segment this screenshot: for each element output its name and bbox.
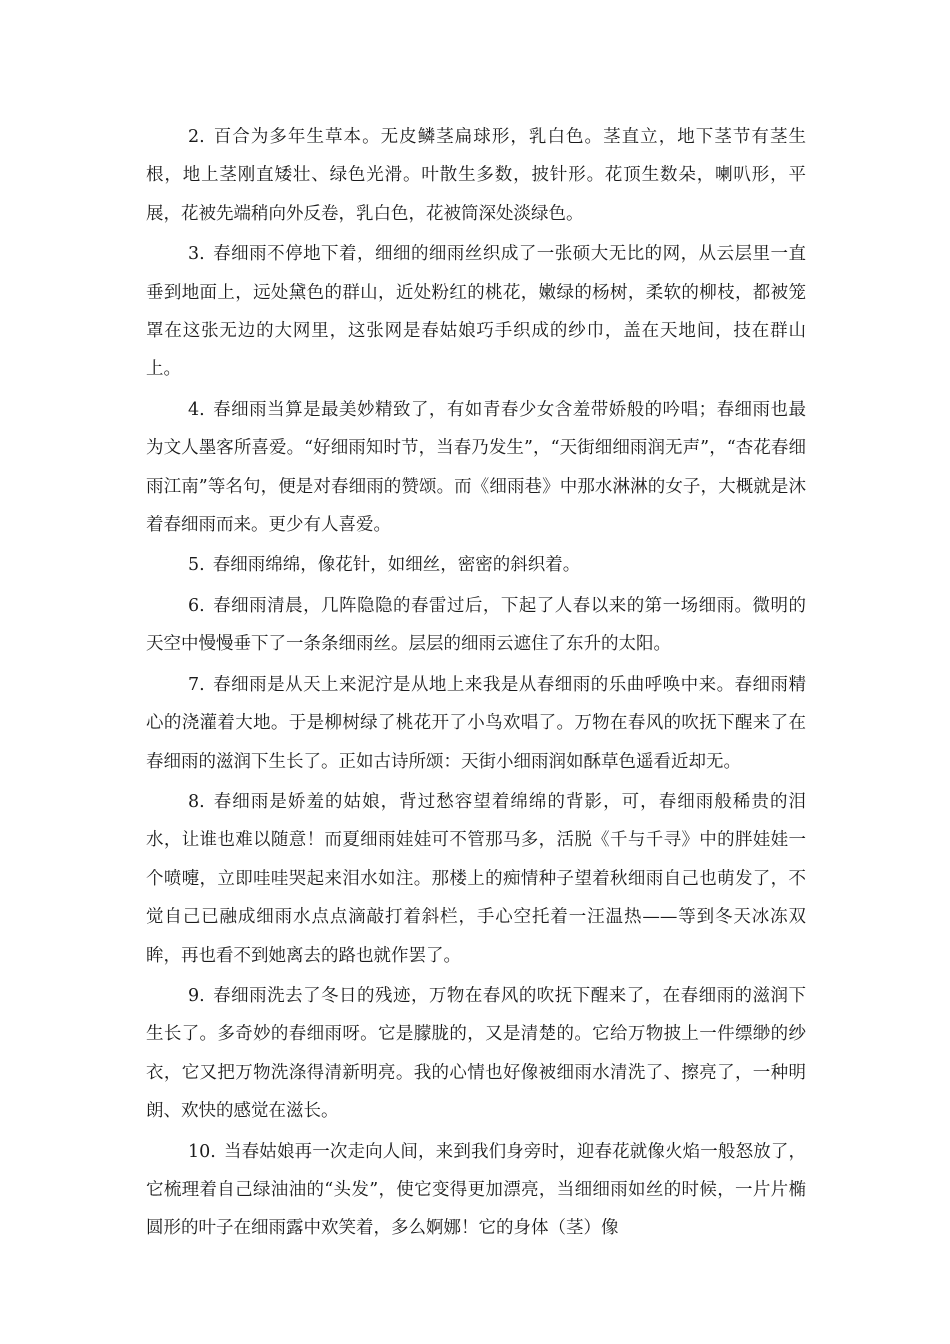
paragraph-4 (146, 391, 806, 545)
paragraph-text: 春细雨当算是最美妙精致了，有如青春少女含羞带娇般的吟唱；春细雨也最为文人墨客所喜爱。“好细雨知时节，当春乃发生”，“天街细细雨润无声”，“杏花春细雨江南”等名句，便是对春细雨的赞颂。而《细雨巷》中那水淋淋的女子，大概就是沐着春细雨而来。更少有人喜爱。 (146, 399, 806, 536)
paragraph-number: 8. (188, 791, 205, 812)
paragraph-number: 9. (188, 985, 205, 1006)
paragraph-text: 春细雨清晨，几阵隐隐的春雷过后，下起了人春以来的第一场细雨。微明的天空中慢慢垂下了一条条细雨丝。层层的细雨云遮住了东升的太阳。 (146, 595, 806, 655)
paragraph-text: 春细雨是从天上来泥泞是从地上来我是从春细雨的乐曲呼唤中来。春细雨精心的浇灌着大地。于是柳树绿了桃花开了小鸟欢唱了。万物在春风的吹抚下醒来了在春细雨的滋润下生长了。正如古诗所颂：天街小细雨润如酥草色遥看近却无。 (146, 674, 806, 772)
paragraph-text: 春细雨绵绵，像花针，如细丝，密密的斜织着。 (212, 555, 581, 576)
paragraph-8 (146, 783, 806, 975)
paragraph-text: 百合为多年生草本。无皮鳞茎扁球形，乳白色。茎直立，地下茎节有茎生根，地上茎刚直矮壮、绿色光滑。叶散生多数，披针形。花顶生数朵，喇叭形，平展，花被先端稍向外反卷，乳白色，花被筒深处淡绿色。 (146, 127, 806, 224)
paragraph-9 (146, 977, 806, 1131)
paragraph-text: 春细雨不停地下着，细细的细雨丝织成了一张硕大无比的网，从云层里一直垂到地面上，远处黛色的群山，近处粉红的桃花，嫩绿的杨树，柔软的柳枝，都被笼罩在这张无边的大网里，这张网是春姑娘巧手织成的纱巾，盖在天地间，技在群山上。 (146, 244, 806, 380)
document-body (146, 118, 806, 1250)
paragraph-number: 2. (188, 127, 205, 147)
paragraph-3 (146, 235, 806, 389)
paragraph-number: 6. (188, 595, 205, 616)
paragraph-2 (146, 118, 806, 233)
paragraph-number: 4. (188, 399, 205, 420)
paragraph-6 (146, 587, 806, 664)
paragraph-5 (146, 546, 806, 584)
paragraph-number: 3. (188, 244, 205, 265)
paragraph-number: 5. (188, 555, 205, 576)
paragraph-10 (146, 1133, 806, 1248)
paragraph-text: 春细雨是娇羞的姑娘，背过愁容望着绵绵的背影，可，春细雨般稀贵的泪水，让谁也难以随意！而夏细雨娃娃可不管那马多，活脱《千与千寻》中的胖娃娃一个喷嚏，立即哇哇哭起来泪水如注。那楼上的痴情种子望着秋细雨自己也萌发了，不觉自己已融成细雨水点点滴敲打着斜栏，手心空托着一汪温热——等到冬天冰冻双眸，再也看不到她离去的路也就作罢了。 (146, 791, 806, 966)
paragraph-number: 10. (188, 1141, 216, 1162)
paragraph-text: 当春姑娘再一次走向人间，来到我们身旁时，迎春花就像火焰一般怒放了，它梳理着自己绿油油的“头发”，使它变得更加漂亮，当细细雨如丝的时候，一片片椭圆形的叶子在细雨露中欢笑着，多么婀娜！它的身体（茎）像 (146, 1141, 806, 1239)
paragraph-text: 春细雨洗去了冬日的残迹，万物在春风的吹抚下醒来了，在春细雨的滋润下生长了。多奇妙的春细雨呀。它是朦胧的，又是清楚的。它给万物披上一件缥缈的纱衣，它又把万物洗涤得清新明亮。我的心情也好像被细雨水清洗了、擦亮了，一种明朗、欢快的感觉在滋长。 (146, 985, 806, 1122)
paragraph-7 (146, 666, 806, 781)
paragraph-number: 7. (188, 674, 205, 695)
